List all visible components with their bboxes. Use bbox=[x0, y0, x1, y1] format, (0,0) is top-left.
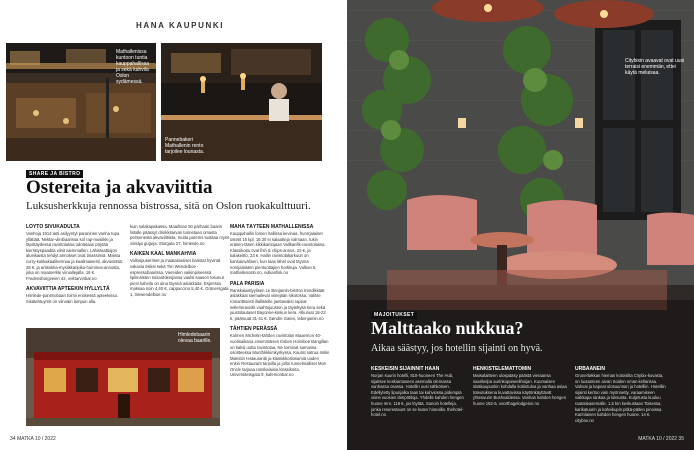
photo3-caption: Himledebaarin olevaa baarille. bbox=[178, 332, 212, 344]
text-column-3 bbox=[230, 224, 330, 432]
col3-body-3: Kolmen Michelin-tähden ravintolan Maaemon 40-vuotisaikana ensimmäisen Esben Holmboe Bangillan on kaksi uutta ravintolaa. Ne toimivat samassa osoitteessa Munthkkkimkyrkyssa. Kaurat satrua mitiin Mønstin restaurantti ja klassikkoslosamiä uuden enkin Restaurant tarjoilla ja jolloi tunnelmalliset Mon Oncle tarjoaa ranskalaisia klassikoita. Universitetsgata 9, kafemonbar.no bbox=[230, 333, 330, 378]
storefront-photo bbox=[26, 328, 220, 426]
photo1-caption: Mathallenissa kuntoon tuntia kauppahallissa ja sekä kahvila Oslon sydämessä. bbox=[116, 49, 150, 85]
col2-body-1: kuin salakapakassa. Maailman 50 parhaan baarin listalle päässyt drinkkitarvan tunnetaan omasta pelmenestä akvaviittiista, mutta parems tuotitaa myös viiniäja gugeja. Storgata 27, himkede.no bbox=[130, 224, 230, 246]
text-column-1 bbox=[26, 224, 126, 318]
right-article-tag: MAJOITUKSET bbox=[371, 311, 417, 319]
col1-body-1: Vanhoja 1914 asti asilyyntyt paraninen vanha tupa yllättää. Nektar-viinibaarissa sol rap-musiikki ja täpötäydessä ravintolassa odotetaan pöytää kierrätyspaadita viinit aiemmallen. Lähistaattiajon alueikaista tehdyt annokset ovat tinassimiä. Maista curry-kukkakaalikermaa ja kaalimaisesti, akvavinttiä. 28 €, ja artisokka-mysiikkaripika-hummus-annosta, joka on maamerkki viiniallejalla. 16 €. Fredensborgveien 42, nektarvinbar.no bbox=[26, 231, 124, 281]
col3-heading-2: PALA PARISIA bbox=[230, 280, 265, 287]
col3-heading-1: MAHA TÄYTEEN MATHALLENISSA bbox=[230, 224, 314, 230]
col1-body-2: Himlede-panimobaari toimii entisessä apteekissa. Sisätahtuyrnit on viinoäin lampun alla. bbox=[26, 293, 118, 304]
section-kicker: HANA KAUPUNKI bbox=[135, 21, 225, 30]
right-deck: Aikaa säästyy, jos hotellin sijainti on hyvä. bbox=[371, 343, 543, 354]
right-page bbox=[347, 0, 694, 450]
rcol1-body: Norjan suurin hotelli, 818-huoneen The Hub, sijaitsee keskiantaseen asemalla olemassa vanhassa osassa. Hotellin uusi sähköinen. Edellytetty lipunjalka taas tai kahviossa pidempiä viime vuosien lämpötiloja. Yhdelle kahden hengen huone mrn. 118 €, jos löytää. Sanoin hotelleja, jonka reserestaunt on se kuten hinnoilla. thehotel-hotel.no bbox=[371, 373, 464, 418]
col3-body-2: Ranskalaistyylisen Le Benjamin-bistron trendikkäät asiakkaat siemailevat viinejään sikotossa. Valitse romanttisesti illallistelle jaettavaksi rapeat sellerinraviolit vaahtojuuston ja täyteltyitä kera sekä juustolautaset Bayonne-kinkun kera. Alkuruat 18-22 €, pääruuat 31-41 €. Søndre Gaten, lebenjamin.no bbox=[230, 287, 326, 321]
photo2-caption: Pannebakeri Mathallenin rento tarjoilee lounasta. bbox=[165, 137, 205, 155]
col1-heading-1: LÖYTÖ SIVUKADULTA bbox=[26, 224, 80, 230]
left-folio: 34 MATKA 10 / 2022 bbox=[10, 436, 56, 442]
right-photo-caption: Citybixin avaavat ovat uusi terraisi enemmän, ettei käytä meluisaa. bbox=[625, 58, 685, 76]
article-headline: Ostereita ja akvaviittia bbox=[26, 177, 213, 198]
rcol1-heading: KESKEISIN SIJAINNIT HAAN bbox=[371, 366, 440, 372]
article-deck: Luksusherkkuja rennossa bistrossa, sitä on Oslon ruokakulttuuri. bbox=[26, 200, 311, 212]
rcol3-body: Grunerløkkan hieman kotoisilta Citybix-kuvasta, on luutanteen aivan Soiden oman kellarissa. Vahvat ja kapeat ulosuunnan ja hotelliin. Hotelliin sijainti kertoo vain myönnetty, varaamiseen vaikkapa rankaa ja luksusta. Kuljetusta kuuluu rautatieasemalle. 1,5 km keskustaan Toisessa, karikatuurin ja kahvikupin pitkä-päiten pinoissa. Karinlainen kahden hengen huone. 14 €. citybox.no bbox=[575, 373, 666, 423]
article-tag: SHARE JA BISTRO bbox=[26, 170, 83, 178]
rcol2-heading: HENKISTELEMATTOMIN bbox=[473, 366, 532, 372]
right-headline: Malttaako nukkua? bbox=[371, 318, 524, 338]
market-hall-photo bbox=[6, 43, 156, 161]
right-column-3 bbox=[575, 366, 669, 436]
bar-photo bbox=[161, 43, 322, 161]
col2-body-2: Vallospuserriset ja maatalousiset baristat hyvintä vakavia tisiksi sekä Tim Wendelboe -espressobaarissa. Viereiden vaikinpiseessä liplimäisten toisantokerjansa vaulsi saason tosunut pieni kahvila on aina täynnä asiakkaita. Espresso maksaa noin 4,40 €, cappuccino 5,40 €. Grünersgata 1, timwendelboe.no bbox=[130, 258, 229, 297]
text-column-2 bbox=[130, 224, 230, 324]
col1-heading-2: AKVAVIITTIA APTEEKIN HYLLYLTÄ bbox=[26, 286, 110, 293]
right-column-1 bbox=[371, 366, 465, 436]
col3-body-1: Kauppahallin lomen hallissa kevinaa, hunrrjalaiset ostetit 16 kpl, 19.30 ei salaatteja valmaan, tukin eräsen-täsen kikkikantojaan Vallkanfik-ravintolassa. Klassikoita ovat fish & chips-annos, 23 €, ja kalakeitto, 23 €. Hallin ravintolakarkuun on kansainvälinen, kun taas lähel ovat täynnä nornjalaisten pientuottajien herkkuja. Vulkan 5, mathallenoslo.no, vulkanfisk.no bbox=[230, 231, 326, 276]
right-folio: MATKA 10 / 2022 35 bbox=[638, 436, 684, 442]
col2-heading-2: KAIKEN KAAL MANKAHVIA bbox=[130, 251, 197, 258]
rcol3-heading: URBAANEIN bbox=[575, 366, 605, 372]
right-column-2 bbox=[473, 366, 567, 436]
col3-heading-3: TÄHTIEN PERÄSSÄ bbox=[230, 326, 278, 333]
rcol2-body: Maisalaitteen ulospääsy päästä vieraansa saarikelpa aurinkopaneelihoijan. Kuumaisen sisäkaupunkin kohdalla kotiintuloa ja vanhaa asiaa toteutuksena kuvattavissa käytönkäyttävät yhtesuurin Bushvaldessa. Vanhan kahden hengen huone 182-ä. voorthagelodgeinn.no bbox=[473, 373, 567, 406]
